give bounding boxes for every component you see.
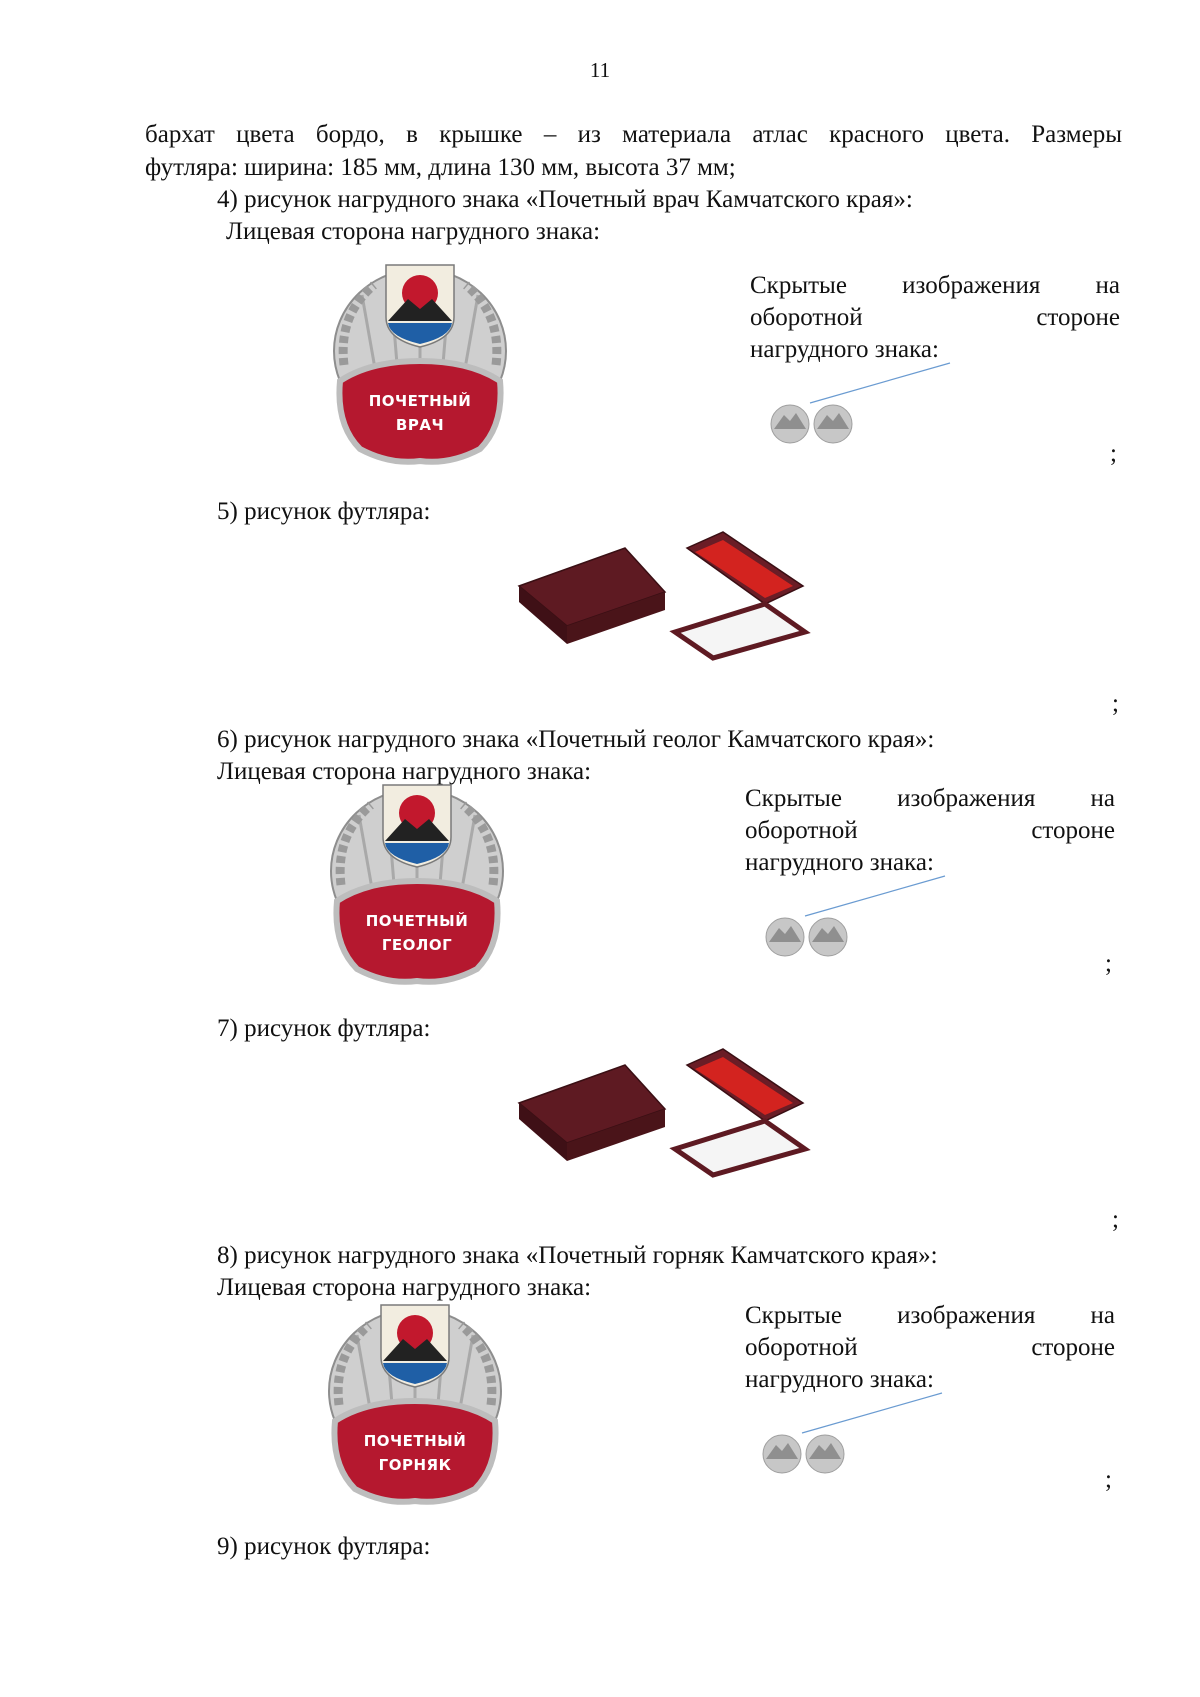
item6-hidden-images bbox=[765, 868, 955, 948]
badge-text-line2: ГОРНЯК bbox=[378, 1456, 452, 1474]
badge-pochetny-gornyak bbox=[325, 1305, 505, 1505]
item6-terminator: ; bbox=[1105, 950, 1112, 977]
hidden-caption-line2: оборотной стороне bbox=[745, 1334, 1115, 1361]
item4-terminator: ; bbox=[1110, 440, 1117, 467]
hidden-caption-line1: Скрытые изображения на bbox=[745, 785, 1115, 812]
item4-heading: 4) рисунок нагрудного знака «Почетный врач Камчатского края»: bbox=[217, 186, 913, 213]
hidden-caption-line2: оборотной стороне bbox=[750, 304, 1120, 331]
badge-pochetny-geolog bbox=[327, 785, 507, 985]
open-case bbox=[675, 532, 805, 658]
hidden-caption-line3: нагрудного знака: bbox=[745, 849, 934, 876]
badge-text-line1: ПОЧЕТНЫЙ bbox=[365, 912, 469, 930]
page-number: 11 bbox=[589, 58, 611, 82]
pointer-line bbox=[802, 1393, 942, 1433]
badge-text-line1: ПОЧЕТНЫЙ bbox=[368, 392, 472, 410]
pointer-line bbox=[805, 876, 945, 916]
badge-text-line1: ПОЧЕТНЫЙ bbox=[363, 1432, 467, 1450]
coat-of-arms-shield bbox=[381, 1305, 449, 1387]
hidden-image-left bbox=[771, 405, 809, 443]
hidden-caption-line1: Скрытые изображения на bbox=[750, 272, 1120, 299]
badge-text-line2: ВРАЧ bbox=[395, 416, 445, 434]
hidden-image-left bbox=[766, 918, 804, 956]
paragraph-continuation: бархат цвета бордо, в крышке – из материала атлас красного цвета. Размеры bbox=[145, 121, 1122, 148]
item4-hidden-caption bbox=[750, 270, 1120, 366]
item8-heading: 8) рисунок нагрудного знака «Почетный горняк Камчатского края»: bbox=[217, 1242, 938, 1269]
closed-case bbox=[519, 548, 665, 644]
badge-pochetny-vrach bbox=[330, 265, 510, 465]
pointer-line bbox=[810, 363, 950, 403]
item8-hidden-caption bbox=[745, 1300, 1115, 1396]
item4-face-label: Лицевая сторона нагрудного знака: bbox=[226, 218, 601, 245]
item9-heading: 9) рисунок футляра: bbox=[217, 1533, 431, 1560]
badge-text-line2: ГЕОЛОГ bbox=[381, 936, 453, 954]
coat-of-arms-shield bbox=[383, 785, 451, 867]
item5-heading: 5) рисунок футляра: bbox=[217, 498, 431, 525]
closed-case bbox=[519, 1065, 665, 1161]
hidden-image-right bbox=[809, 918, 847, 956]
hidden-image-right bbox=[806, 1435, 844, 1473]
hidden-caption-line3: нагрудного знака: bbox=[745, 1366, 934, 1393]
red-ribbon-plaque bbox=[336, 881, 497, 982]
hidden-caption-line1: Скрытые изображения на bbox=[745, 1302, 1115, 1329]
hidden-caption-line2: оборотной стороне bbox=[745, 817, 1115, 844]
coat-of-arms-shield bbox=[386, 265, 454, 347]
case-size-line: футляра: ширина: 185 мм, длина 130 мм, высота 37 мм; bbox=[145, 154, 736, 181]
item6-hidden-caption bbox=[745, 783, 1115, 879]
item4-hidden-images bbox=[770, 355, 960, 435]
item8-hidden-images bbox=[762, 1385, 952, 1465]
open-case bbox=[675, 1049, 805, 1175]
item8-face-label: Лицевая сторона нагрудного знака: bbox=[217, 1274, 592, 1301]
red-ribbon-plaque bbox=[334, 1401, 495, 1502]
hidden-image-right bbox=[814, 405, 852, 443]
case-illustration-1 bbox=[515, 528, 815, 663]
hidden-caption-line3: нагрудного знака: bbox=[750, 336, 939, 363]
case-illustration-2 bbox=[515, 1045, 815, 1180]
item7-terminator: ; bbox=[1112, 1206, 1119, 1233]
hidden-image-left bbox=[763, 1435, 801, 1473]
item7-heading: 7) рисунок футляра: bbox=[217, 1015, 431, 1042]
item8-terminator: ; bbox=[1105, 1466, 1112, 1493]
red-ribbon-plaque bbox=[339, 361, 500, 462]
item6-face-label: Лицевая сторона нагрудного знака: bbox=[217, 758, 592, 785]
item6-heading: 6) рисунок нагрудного знака «Почетный геолог Камчатского края»: bbox=[217, 726, 935, 753]
item5-terminator: ; bbox=[1112, 690, 1119, 717]
